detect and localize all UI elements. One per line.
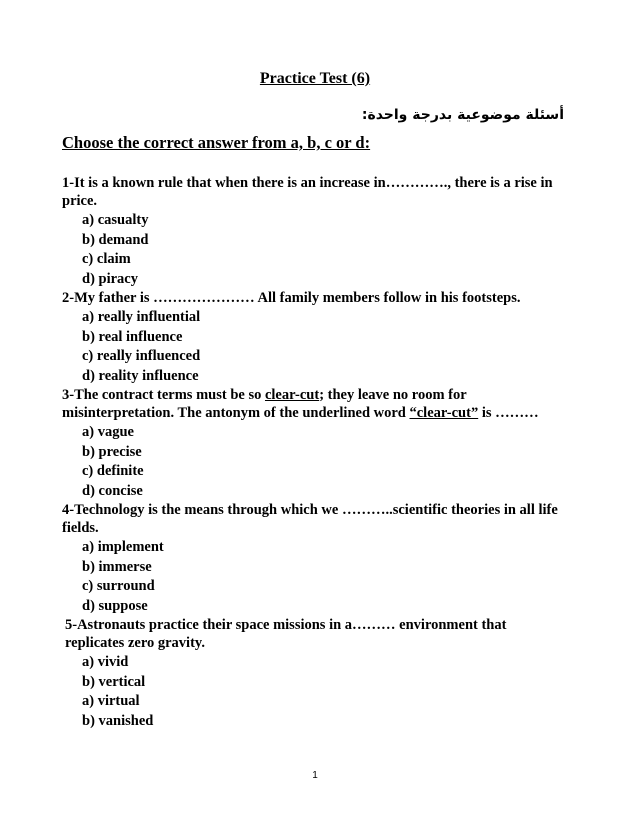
- question-4-stem: 4-Technology is the means through which we ………..scientific theories in all life fields.: [62, 502, 558, 536]
- question-3-stem-end: is ………: [478, 405, 539, 421]
- question-3-option-b: b) precise: [82, 443, 142, 460]
- question-2-options: [62, 308, 562, 386]
- question-5-stem: 5-Astronauts practice their space missions in a……… environment that replicates zero gravity.: [65, 617, 507, 651]
- question-3-stem-start: 3-The contract terms must be so: [62, 387, 265, 403]
- question-4-option-d: d) suppose: [82, 597, 148, 614]
- question-3-option-c: c) definite: [82, 463, 144, 479]
- question-2-option-c: c) really influenced: [82, 348, 201, 364]
- question-5-options: [62, 653, 562, 731]
- question-2-option-b: b) real influence: [82, 328, 183, 345]
- question-1-options: [62, 211, 562, 289]
- question-5-option-c: a) virtual: [82, 693, 140, 709]
- question-3-option-a: a) vague: [82, 424, 134, 440]
- question-list: [62, 174, 562, 731]
- question-5-option-a: a) vivid: [82, 654, 129, 670]
- question-4-option-b: b) immerse: [82, 558, 152, 575]
- question-5-option-b: b) vertical: [82, 673, 146, 690]
- question-4-options: [62, 538, 562, 616]
- question-1: [62, 174, 562, 289]
- question-1-option-a: a) casualty: [82, 212, 149, 228]
- question-1-option-d: d) piracy: [82, 270, 138, 287]
- question-1-option-b: b) demand: [82, 231, 149, 248]
- page-title: Practice Test (6): [259, 70, 371, 87]
- question-3-stem-middle: ; they leave no room for misinterpretation. The antonym of the underlined word: [62, 387, 467, 421]
- question-2-option-a: a) really influential: [82, 309, 201, 325]
- question-4-option-c: c) surround: [82, 578, 155, 594]
- question-1-option-c: c) claim: [82, 251, 131, 267]
- question-2: [62, 289, 562, 386]
- question-4: [62, 501, 562, 616]
- question-3-options: [62, 423, 562, 501]
- instruction-heading: Choose the correct answer from a, b, c or d:: [62, 133, 371, 152]
- question-3-stem: [62, 386, 562, 422]
- arabic-heading: أسئلة موضوعية بدرجة واحدة:: [361, 107, 564, 123]
- question-2-stem: 2-My father is ………………… All family members follow in his footsteps.: [62, 290, 521, 306]
- question-2-option-d: d) reality influence: [82, 367, 199, 384]
- question-5: [62, 616, 562, 731]
- question-5-option-d: b) vanished: [82, 712, 154, 729]
- underlined-quoted-word: “clear-cut”: [409, 405, 479, 421]
- question-4-option-a: a) implement: [82, 539, 164, 555]
- question-3: [62, 386, 562, 501]
- page-number: 1: [312, 770, 318, 781]
- underlined-word: clear-cut: [264, 387, 320, 403]
- question-3-option-d: d) concise: [82, 482, 143, 499]
- question-1-stem: 1-It is a known rule that when there is an increase in…………., there is a rise in price.: [62, 175, 553, 209]
